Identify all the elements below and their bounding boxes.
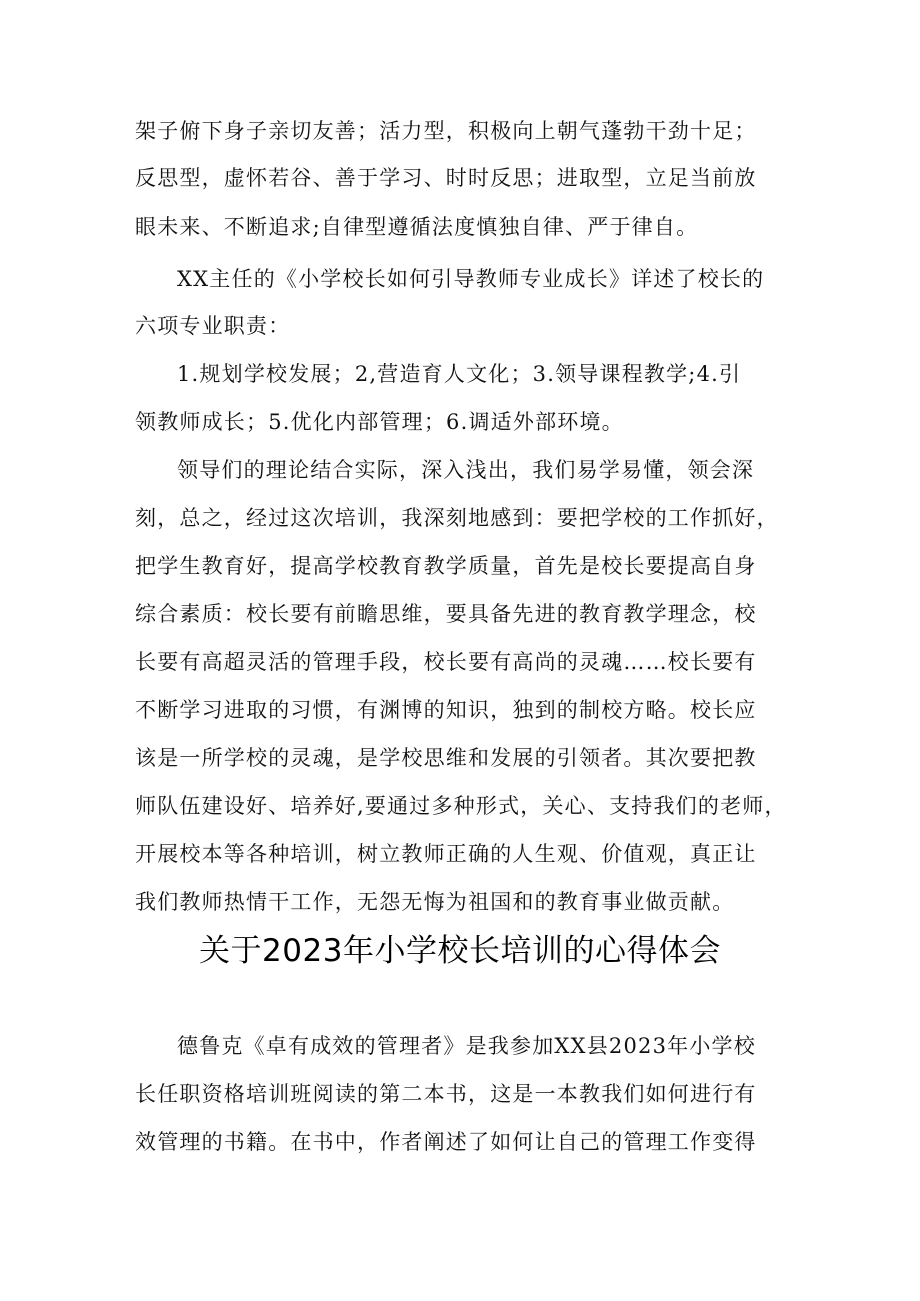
text-line: 1.规划学校发展；2,营造育人文化；3.领导课程教学;4.引: [177, 362, 742, 386]
text-line: XX主任的《小学校长如何引导教师专业成长》详述了校长的: [177, 267, 765, 291]
text-line: 我们教师热情干工作，无怨无悔为祖国和的教育事业做贡献。: [135, 890, 735, 914]
text-line: 综合素质：校长要有前瞻思维，要具备先进的教育教学理念，校: [135, 602, 757, 626]
text-line: 领教师成长；5.优化内部管理；6.调适外部环境。: [135, 410, 624, 434]
text-line: 反思型，虚怀若谷、善于学习、时时反思；进取型，立足当前放: [135, 166, 757, 190]
text-line: 六项专业职责：: [135, 314, 291, 338]
text-line: 架子俯下身子亲切友善；活力型，积极向上朝气蓬勃干劲十足；: [135, 119, 757, 143]
text-line: 效管理的书籍。在书中，作者阐述了如何让自己的管理工作变得: [135, 1130, 757, 1154]
text-line: 把学生教育好，提高学校教育教学质量，首先是校长要提高自身: [135, 554, 757, 578]
text-line: 开展校本等各种培训，树立教师正确的人生观、价值观，真正让: [135, 842, 757, 866]
text-line: 刻，总之，经过这次培训，我深刻地感到：要把学校的工作抓好，: [135, 506, 779, 530]
text-line: 不断学习进取的习惯，有渊博的知识，独到的制校方略。校长应: [135, 698, 757, 722]
text-line: 师队伍建设好、培养好,要通过多种形式，关心、支持我们的老师，: [135, 794, 787, 818]
text-line: 德鲁克《卓有成效的管理者》是我参加XX县2023年小学校: [177, 1034, 756, 1058]
text-line: 该是一所学校的灵魂，是学校思维和发展的引领者。其次要把教: [135, 746, 757, 770]
text-line: 长任职资格培训班阅读的第二本书，这是一本教我们如何进行有: [135, 1082, 757, 1106]
document-title: 关于2023年小学校长培训的心得体会: [199, 933, 721, 969]
text-line: 眼未来、不断追求;自律型遵循法度慎独自律、严于律自。: [135, 215, 699, 239]
text-line: 长要有高超灵活的管理手段，校长要有高尚的灵魂……校长要有: [135, 650, 757, 674]
text-line: 领导们的理论结合实际，深入浅出，我们易学易懂，领会深: [177, 458, 755, 482]
